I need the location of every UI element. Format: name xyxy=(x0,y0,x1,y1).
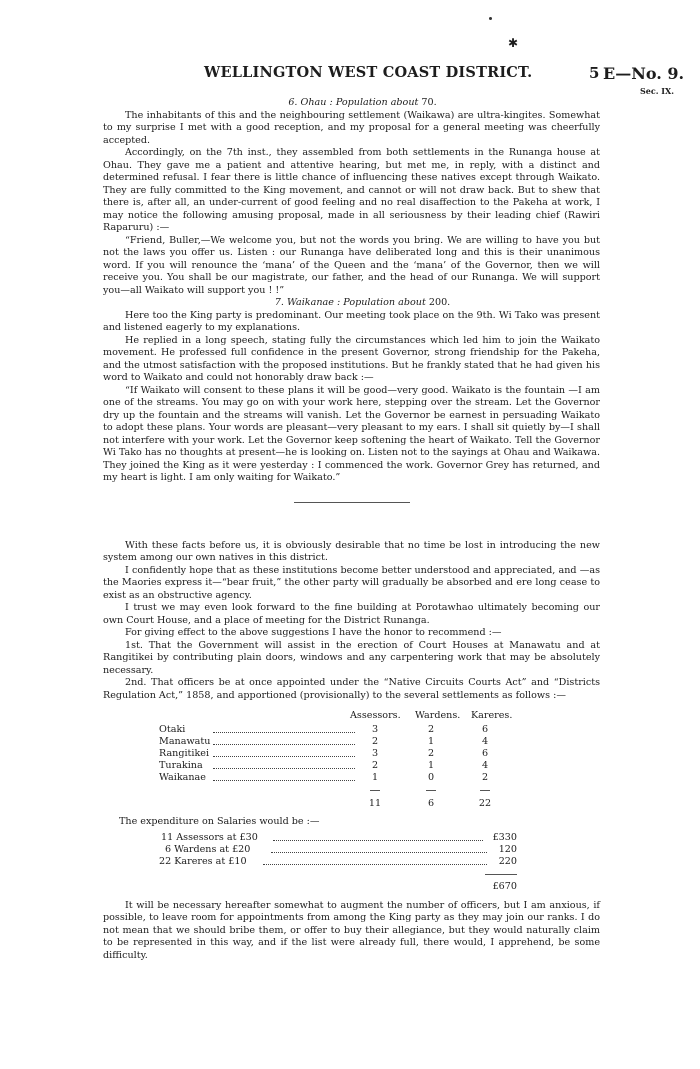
sum-rule xyxy=(426,790,436,791)
paragraph-waikanae-2: He replied in a long speech, stating fully the circumstances which led him to join the Waikato movement. He professed full confidence in the present Governor, strong friendship for the Pakeha, and the utmost satisfaction with the proposed institutions. But he frankly stated that he had given his word to Waikato and could not honorably draw back :— xyxy=(103,334,600,383)
heading-ohau: 6. Ohau : Population about 70. xyxy=(288,97,437,108)
table-row: Otaki 3 2 6 xyxy=(159,724,489,735)
section-label: Sec. IX. xyxy=(640,86,675,96)
page-number: 5 xyxy=(589,64,600,82)
paragraph-ohau-2: Accordingly, on the 7th inst., they assembled from both settlements in the Runanga house at Ohau. They gave me a patient and attentive hearing, but met me, in reply, with a distinct and determined refusal. I fear there is little chance of influencing these natives except through Waikato. They are fully committed to the King movement, and cannot or will not draw back. But to shew that there is, after all, an under-current of good feeling and no real disaffection to the Pakeha at work, I may notice the following amusing proposal, made in all seriousness by their leading chief (Rawiri Raparuru) :— xyxy=(103,147,600,233)
officers-table xyxy=(103,710,600,816)
salary-row: 11 Assessors at £30 £330 xyxy=(161,831,517,843)
page-header xyxy=(0,64,700,96)
heading-waikanae: 7. Waikanae : Population about 200. xyxy=(274,297,451,308)
ink-speck xyxy=(489,17,492,20)
salary-row: 22 Kareres at £10 220 xyxy=(159,855,517,867)
sum-rule xyxy=(480,790,490,791)
column-header-wardens: Wardens. xyxy=(415,710,461,721)
section-divider xyxy=(294,502,410,503)
sum-rule xyxy=(485,874,517,875)
table-row: Waikanae 1 0 2 xyxy=(159,772,489,783)
column-header-kareres: Kareres. xyxy=(471,710,513,721)
salary-row: 6 Wardens at £20 120 xyxy=(165,843,517,855)
paragraph-final: It will be necessary hereafter somewhat to augment the number of officers, but I am anxious, if possible, to leave room for appointments from among the King party as they may join our ranks. I do not mean that we should bribe them, or offer to buy their allegiance, but they would naturally claim to be represented in this way, and if the list were already full, there would, I apprehend, be some difficulty. xyxy=(103,899,600,961)
salaries-list xyxy=(103,832,600,900)
table-row: Manawatu 2 1 4 xyxy=(159,736,489,747)
paragraph-conclusion-1: With these facts before us, it is obviously desirable that no time be lost in introducing the new system among our own natives in this district. xyxy=(103,539,600,563)
paragraph-conclusion-2: I confidently hope that as these institutions become better understood and appreciated, and —as the Maories express it—“bear fruit,” the other party will gradually be absorbed and ere long cease to exist as an obstructive agency. xyxy=(103,564,600,601)
recommendation-1: 1st. That the Government will assist in the erection of Court Houses at Manawatu and at Rangitikei by contributing plain doors, windows and any carpentering work that may be absolutely necessary. xyxy=(103,639,600,676)
salary-total-row: £670 xyxy=(492,880,517,892)
document-code: E—No. 9. xyxy=(603,64,685,83)
header-title: WELLINGTON WEST COAST DISTRICT. xyxy=(204,64,533,81)
body-text xyxy=(103,97,600,962)
asterisk-mark-icon: ✱ xyxy=(508,36,519,50)
table-row: Rangitikei 3 2 6 xyxy=(159,748,489,759)
quote-wi-tako: “If Waikato will consent to these plans it will be good—very good. Waikato is the fountain —I am one of the streams. You may go on with your work here, stepping over the stream. Let the Governor dry up the fountain and the streams will vanish. Let the Governor be earnest in persuading Waikato to adopt these plans. Your words are pleasant—very pleasant to my ears. I shall sit quietly by—I shall not interfere with your work. Let the Governor keep softening the heart of Waikato. Tell the Governor Wi Tako has no thoughts at present—he is looking on. Listen not to the sayings at Ohau and Waikawa. They joined the King as it were yesterday : I commenced the work. Governor Grey has returned, and my heart is light. I am only waiting for Waikato.” xyxy=(103,384,600,483)
paragraph-conclusion-3: I trust we may even look forward to the fine building at Porotawhao ultimately becoming our own Court House, and a place of meeting for the District Runanga. xyxy=(103,602,600,626)
paragraph-waikanae-1: Here too the King party is predominant. Our meeting took place on the 9th. Wi Tako was present and listened eagerly to my explanations. xyxy=(103,309,600,333)
quote-rawiri-raparuru: “Friend, Buller,—We welcome you, but not the words you bring. We are willing to have you but not the laws you offer us. Listen : our Runanga have deliberated long and this is their unanimous word. If you will renounce the ‘mana’ of the Queen and the ‘mana’ of the Governor, then we will receive you. You shall be our magistrate, our father, and the head of our Runanga. We will support you—all Waikato will support you ! !” xyxy=(103,234,600,296)
paragraph-conclusion-4: For giving effect to the above suggestions I have the honor to recommend :— xyxy=(125,627,502,638)
table-totals-row: 11 6 22 xyxy=(368,798,492,809)
sum-rule xyxy=(370,790,380,791)
column-header-assessors: Assessors. xyxy=(350,710,401,721)
salaries-intro: The expenditure on Salaries would be :— xyxy=(119,816,320,827)
recommendation-2: 2nd. That officers be at once appointed under the “Native Circuits Courts Act” and “Districts Regulation Act,” 1858, and apportioned (provisionally) to the several settlements as follows :— xyxy=(103,677,600,701)
paragraph-ohau-1: The inhabitants of this and the neighbouring settlement (Waikawa) are ultra-kingites. Somewhat to my surprise I met with a good reception, and my proposal for a general meeting was cheerfully accepted. xyxy=(103,109,600,146)
table-row: Turakina 2 1 4 xyxy=(159,760,489,771)
